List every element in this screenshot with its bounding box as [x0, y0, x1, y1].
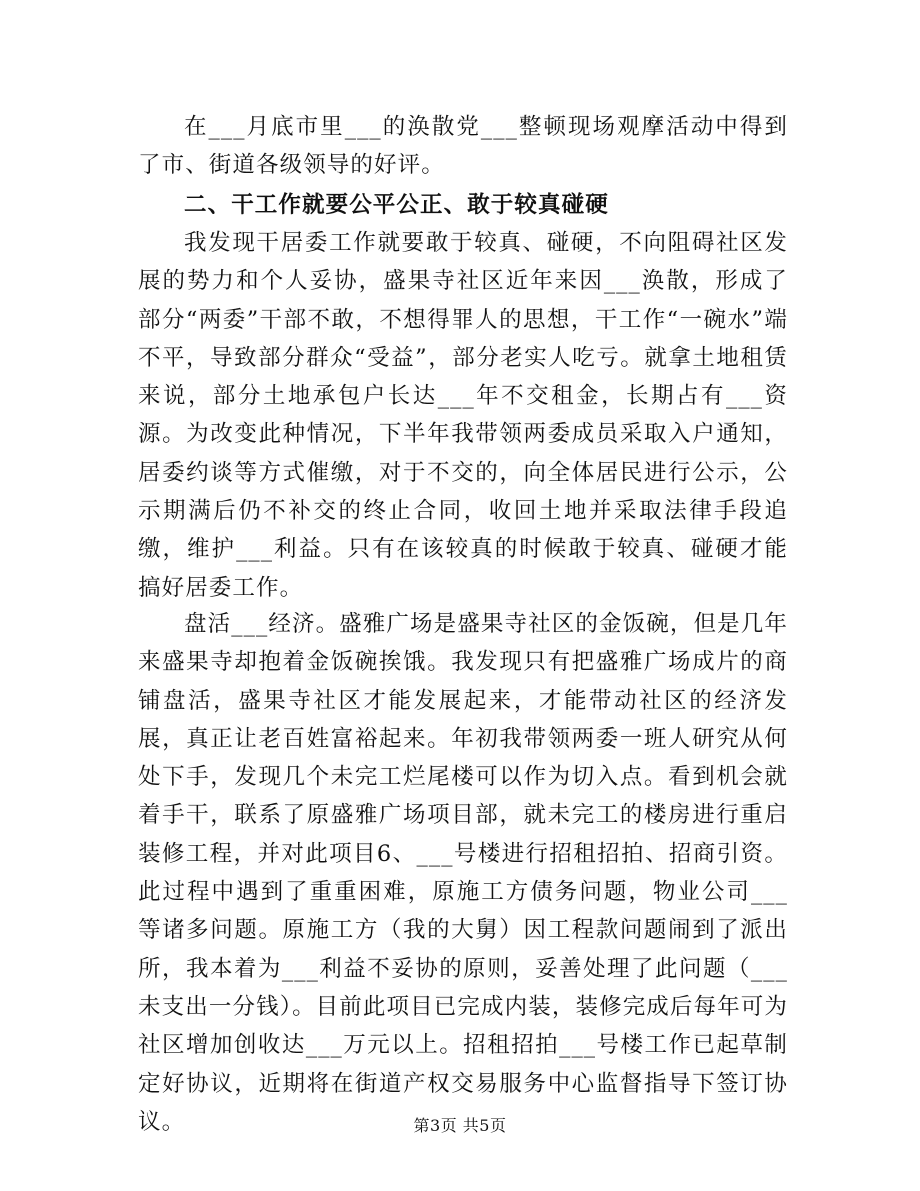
paragraph-3: 盘活___经济。盛雅广场是盛果寺社区的金饭碗，但是几年来盛果寺却抱着金饭碗挨饿。我发现只有把盛雅广场成片的商铺盘活，盛果寺社区才能发展起来，才能带动社区的经济发展，真正让老百姓富裕起来。年初我带领两委一班人研究从何处下手，发现几个未完工烂尾楼可以作为切入点。看到机会就着手干，联系了原盛雅广场项目部，就未完工的楼房进行重启装修工程，并对此项目6、___号楼进行招租招拍、招商引资。此过程中遇到了重重困难，原施工方债务问题，物业公司___等诸多问题。原施工方（我的大舅）因工程款问题闹到了派出所，我本着为___利益不妥协的原则，妥善处理了此问题（___未支出一分钱）。目前此项目已完成内装，装修完成后每年可为社区增加创收达___万元以上。招租招拍___号楼工作已起草制定好协议，近期将在街道产权交易服务中心监督指导下签订协议。: [138, 611, 788, 1135]
paragraph-2: 我发现干居委工作就要敢于较真、碰硬，不向阻碍社区发展的势力和个人妥协，盛果寺社区近年来因___涣散，形成了部分“两委”干部不敢，不想得罪人的思想，干工作“一碗水”端不平，导致部分群众“受益”，部分老实人吃亏。就拿土地租赁来说，部分土地承包户长达___年不交租金，长期占有___资源。为改变此种情况，下半年我带领两委成员采取入户通知，居委约谈等方式催缴，对于不交的，向全体居民进行公示，公示期满后仍不补交的终止合同，收回土地并采取法律手段追缴，维护___利益。只有在该较真的时候敢于较真、碰硬才能搞好居委工作。: [138, 230, 788, 601]
paragraph-1: 在___月底市里___的涣散党___整顿现场观摩活动中得到了市、街道各级领导的好评。: [138, 114, 788, 179]
section-heading-2: 二、干工作就要公平公正、敢于较真碰硬: [184, 192, 609, 218]
page-number-footer: 第3页 共5页: [413, 1116, 507, 1135]
